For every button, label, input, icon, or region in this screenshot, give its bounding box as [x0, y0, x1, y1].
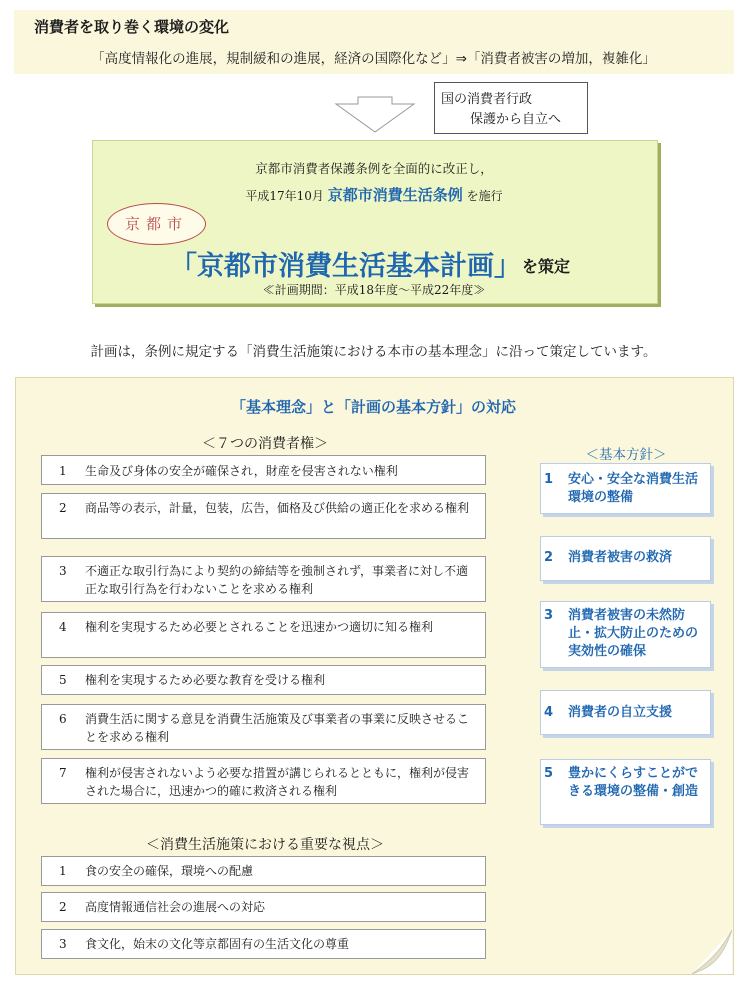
environment-statement: 「高度情報化の進展，規制緩和の進展，経済の国際化など」⇒「消費者被害の増加，複雑化」: [91, 51, 656, 67]
ordinance-revision-text: 京都市消費者保護条例を全面的に改正し，: [255, 161, 493, 176]
page-curl-decoration: [692, 930, 732, 974]
basic-policy-box: 3 消費者被害の未然防止・拡大防止のための実効性の確保: [540, 601, 711, 668]
consumer-right-item: 6 消費生活に関する意見を消費生活施策及び事業者の事業に反映させることを求める権利: [41, 704, 486, 750]
enforcement-date: 平成17年10月: [245, 189, 324, 203]
consumer-right-item: 5 権利を実現するため必要な教育を受ける権利: [41, 665, 486, 695]
plan-basis-sentence: 計画は，条例に規定する「消費生活施策における本市の基本理念」に沿って策定しています。: [90, 344, 657, 360]
kyoto-city-oval-label: 京都市: [107, 203, 206, 245]
plan-title-suffix: を策定: [522, 257, 571, 276]
down-arrow-icon: [336, 97, 414, 132]
consumer-right-item: 2 商品等の表示，計量，包装，広告，価格及び供給の適正化を求める権利: [41, 493, 486, 539]
enforcement-suffix: を施行: [466, 189, 503, 203]
consumer-right-item: 4 権利を実現するため必要とされることを迅速かつ適切に知る権利: [41, 612, 486, 658]
viewpoint-item: 3 食文化，始末の文化等京都固有の生活文化の尊重: [41, 929, 486, 959]
ordinance-name: 京都市消費生活条例: [327, 186, 463, 204]
plan-period: ≪計画期間：平成18年度～平成22年度≫: [262, 283, 486, 297]
consumer-right-item: 7 権利が侵害されないよう必要な措置が講じられるとともに，権利が侵害された場合に，迅速かつ的確に救済される権利: [41, 758, 486, 804]
consumer-right-item: 3 不適正な取引行為により契約の締結等を強制されず，事業者に対し不適正な取引行為を行わないことを求める権利: [41, 556, 486, 602]
important-viewpoints-heading: ＜消費生活施策における重要な視点＞: [146, 837, 384, 853]
panel-title: 「基本理念」と「計画の基本方針」の対応: [230, 398, 516, 416]
ordinance-enforcement-text: [92, 184, 656, 205]
national-administration-subtitle: 保護から自立へ: [470, 112, 562, 127]
consumer-right-item: 1 生命及び身体の安全が確保され，財産を侵害されない権利: [41, 455, 486, 485]
consumer-rights-heading: ＜７つの消費者権＞: [202, 436, 328, 452]
viewpoint-item: 2 高度情報通信社会の進展への対応: [41, 892, 486, 922]
basic-policy-box: 5 豊かにくらすことができる環境の整備・創造: [540, 759, 711, 825]
basic-policy-heading: ＜基本方針＞: [585, 447, 667, 463]
plan-title: 「京都市消費生活基本計画」: [170, 251, 521, 282]
basic-policy-box: 2 消費者被害の救済: [540, 536, 711, 581]
basic-policy-box: 4 消費者の自立支援: [540, 690, 711, 735]
environment-heading: 消費者を取り巻く環境の変化: [34, 18, 230, 36]
viewpoint-item: 1 食の安全の確保，環境への配慮: [41, 856, 486, 886]
basic-policy-box: 1 安心・安全な消費生活環境の整備: [540, 463, 711, 514]
national-administration-title: 国の消費者行政: [441, 92, 533, 107]
